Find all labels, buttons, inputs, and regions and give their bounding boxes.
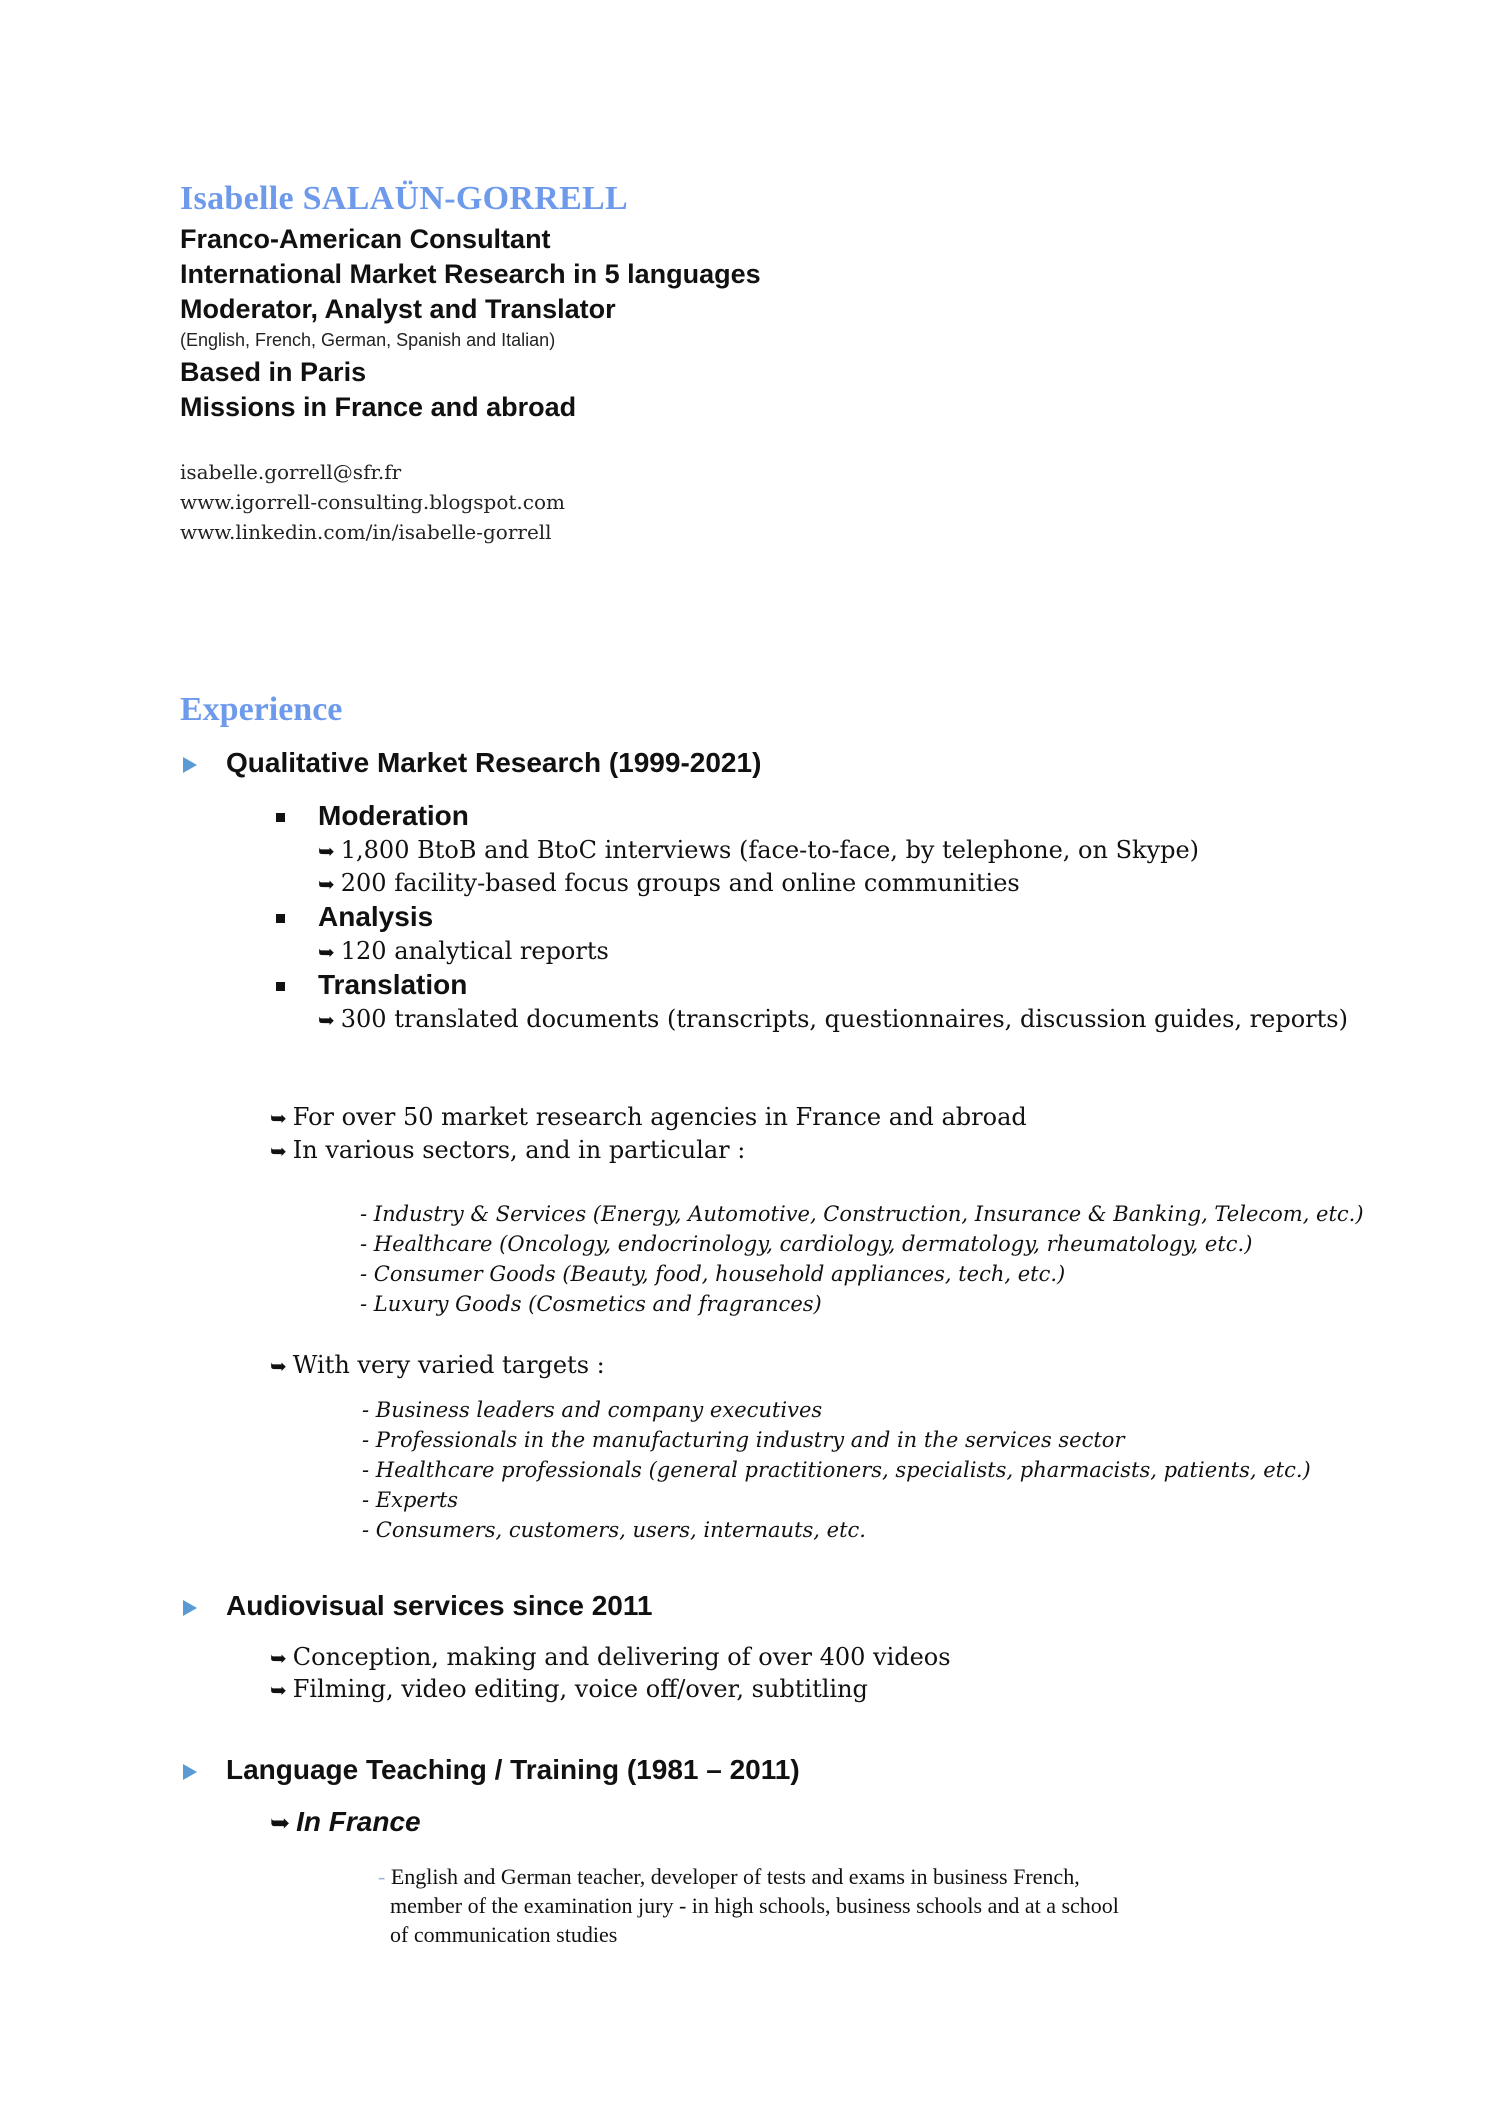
arrow-bullet-icon: ➥ bbox=[270, 1809, 291, 1837]
target-item: - Business leaders and company executives bbox=[362, 1398, 823, 1422]
sector-item: - Industry & Services (Energy, Automotive, Construction, Insurance & Banking, Telecom, etc.) bbox=[360, 1202, 1364, 1226]
list-item: ➥ 1,800 BtoB and BtoC interviews (face-to-face, by telephone, on Skype) bbox=[318, 836, 1200, 864]
heading-audiovisual: Audiovisual services since 2011 bbox=[226, 1590, 653, 1621]
headline-title: Franco-American Consultant bbox=[180, 224, 551, 254]
arrow-bullet-icon: ➥ bbox=[318, 940, 335, 964]
subheading-in-france: ➥ In France bbox=[270, 1806, 421, 1837]
group-label-moderation: Moderation bbox=[318, 800, 469, 831]
languages-note: (English, French, German, Spanish and Italian) bbox=[180, 330, 556, 350]
arrow-bullet-icon: ➥ bbox=[318, 872, 335, 896]
summary-sectors: ➥ In various sectors, and in particular : bbox=[270, 1136, 746, 1164]
summary-agencies: ➥ For over 50 market research agencies in France and abroad bbox=[270, 1103, 1027, 1131]
arrow-bullet-icon: ➥ bbox=[318, 1008, 335, 1032]
candidate-name: Isabelle SALAÜN-GORRELL bbox=[180, 180, 629, 217]
sector-item: - Healthcare (Oncology, endocrinology, cardiology, dermatology, rheumatology, etc.) bbox=[360, 1232, 1253, 1256]
heading-qualitative-research: Qualitative Market Research (1999-2021) bbox=[226, 747, 762, 778]
arrow-bullet-icon: ➥ bbox=[270, 1354, 287, 1378]
triangle-bullet-icon bbox=[183, 1600, 197, 1616]
linkedin-link[interactable]: www.linkedin.com/in/isabelle-gorrell bbox=[180, 520, 552, 544]
arrow-bullet-icon: ➥ bbox=[270, 1678, 287, 1702]
location-line: Based in Paris bbox=[180, 357, 367, 387]
teaching-description: - English and German teacher, developer of tests and exams in business French, member of the examination jury - in high schools, business schools and at a school of communication studies bbox=[378, 1864, 1119, 1947]
square-bullet-icon bbox=[276, 982, 285, 991]
target-item: - Experts bbox=[362, 1488, 459, 1512]
list-item: ➥ 120 analytical reports bbox=[318, 937, 609, 965]
blog-link[interactable]: www.igorrell-consulting.blogspot.com bbox=[180, 490, 565, 514]
list-item: ➥ Conception, making and delivering of over 400 videos bbox=[270, 1643, 951, 1671]
headline-specialty: International Market Research in 5 languages bbox=[180, 259, 761, 289]
triangle-bullet-icon bbox=[183, 757, 197, 773]
square-bullet-icon bbox=[276, 813, 285, 822]
target-item: - Consumers, customers, users, internauts, etc. bbox=[362, 1518, 866, 1542]
target-item: - Professionals in the manufacturing industry and in the services sector bbox=[362, 1428, 1125, 1452]
arrow-bullet-icon: ➥ bbox=[270, 1646, 287, 1670]
sector-item: - Consumer Goods (Beauty, food, household appliances, tech, etc.) bbox=[360, 1262, 1066, 1286]
missions-line: Missions in France and abroad bbox=[180, 392, 577, 422]
target-item: - Healthcare professionals (general practitioners, specialists, pharmacists, patients, etc.) bbox=[362, 1458, 1311, 1482]
email-link[interactable]: isabelle.gorrell@sfr.fr bbox=[180, 460, 402, 484]
arrow-bullet-icon: ➥ bbox=[270, 1139, 287, 1163]
heading-teaching: Language Teaching / Training (1981 – 2011) bbox=[226, 1754, 800, 1785]
headline-roles: Moderator, Analyst and Translator bbox=[180, 294, 616, 324]
list-item: ➥ 300 translated documents (transcripts, questionnaires, discussion guides, reports) bbox=[318, 1005, 1348, 1033]
sector-item: - Luxury Goods (Cosmetics and fragrances) bbox=[360, 1292, 822, 1316]
square-bullet-icon bbox=[276, 914, 285, 923]
group-label-analysis: Analysis bbox=[318, 901, 434, 932]
targets-intro: ➥ With very varied targets : bbox=[270, 1351, 605, 1379]
arrow-bullet-icon: ➥ bbox=[270, 1106, 287, 1130]
group-label-translation: Translation bbox=[318, 969, 468, 1000]
arrow-bullet-icon: ➥ bbox=[318, 839, 335, 863]
section-title-experience: Experience bbox=[180, 691, 343, 728]
dash-marker: - bbox=[378, 1864, 386, 1889]
triangle-bullet-icon bbox=[183, 1764, 197, 1780]
list-item: ➥ 200 facility-based focus groups and online communities bbox=[318, 869, 1020, 897]
list-item: ➥ Filming, video editing, voice off/over, subtitling bbox=[270, 1675, 868, 1703]
